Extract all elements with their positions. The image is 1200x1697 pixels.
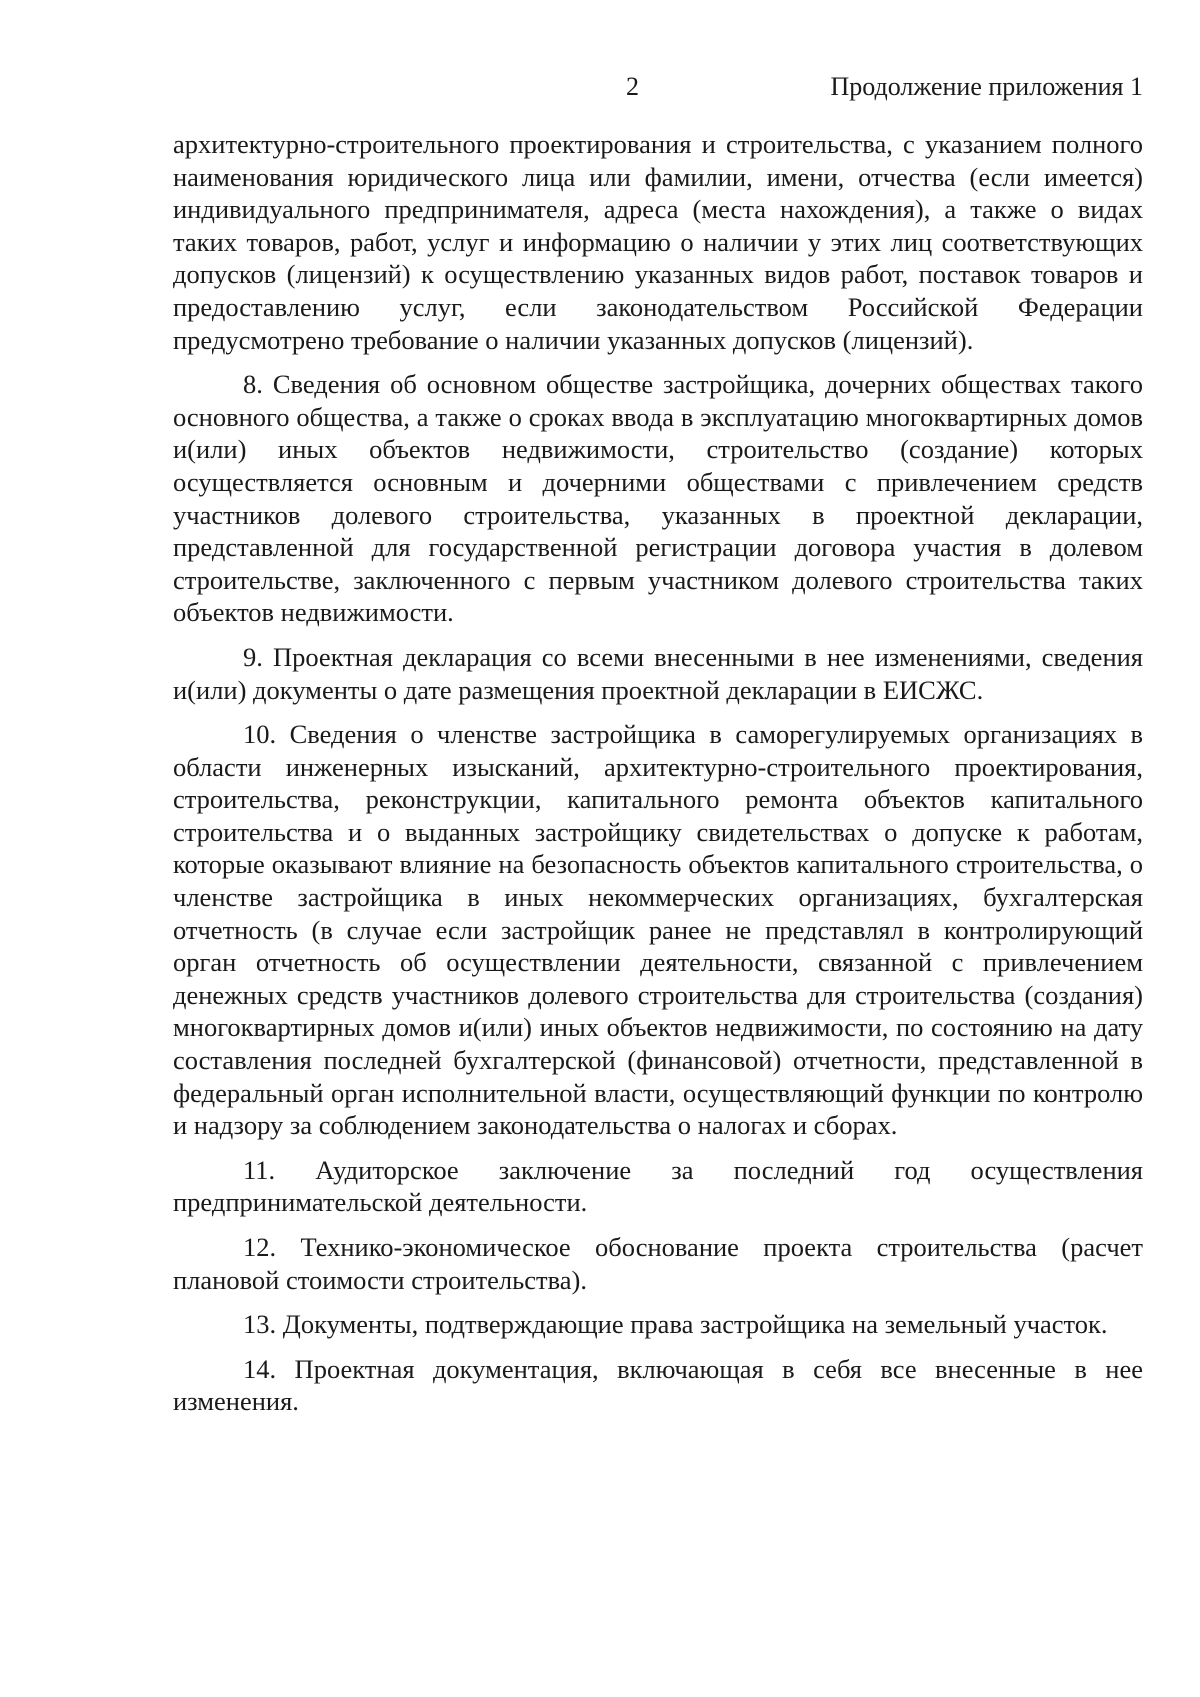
paragraph-continuation: архитектурно-строительного проектирования и строительства, с указанием полного наименования юридического лица или фамилии, имени, отчества (если имеется) индивидуального предпринимателя, адреса (места нахождения), а также о видах таких товаров, работ, услуг и информацию о наличии у этих лиц соответствующих допусков (лицензий) к осуществлению указанных видов работ, поставок товаров и предоставлению услуг, если законодательством Российской Федерации предусмотрено требование о наличии указанных допусков (лицензий). [173,129,1143,355]
paragraph-item-9: 9. Проектная декларация со всеми внесенными в нее изменениями, сведения и(или) документы о дате размещения проектной декларации в ЕИСЖС. [173,641,1143,705]
paragraph-item-10: 10. Сведения о членстве застройщика в саморегулируемых организациях в области инженерных изысканий, архитектурно-строительного проектирования, строительства, реконструкции, капитального ремонта объектов капитального строительства и о выданных застройщику свидетельствах о допуске к работам, которые оказывают влияние на безопасность объектов капитального строительства, о членстве застройщика в иных некоммерческих организациях, бухгалтерская отчетность (в случае если застройщик ранее не представлял в контролирующий орган отчетность об осуществлении деятельности, связанной с привлечением денежных средств участников долевого строительства для строительства (создания) многоквартирных домов и(или) иных объектов недвижимости, по состоянию на дату составления последней бухгалтерской (финансовой) отчетности, представленной в федеральный орган исполнительной власти, осуществляющий функции по контролю и надзору за соблюдением законодательства о налогах и сборах. [173,719,1143,1141]
paragraph-item-11: 11. Аудиторское заключение за последний год осуществления предпринимательской деятельности. [173,1154,1143,1218]
paragraph-item-8: 8. Сведения об основном обществе застройщика, дочерних обществах такого основного общества, а также о сроках ввода в эксплуатацию многоквартирных домов и(или) иных объектов недвижимости, строительство (создание) которых осуществляется основным и дочерними обществами с привлечением средств участников долевого строительства, указанных в проектной декларации, представленной для государственной регистрации договора участия в долевом строительстве, заключенного с первым участником долевого строительства таких объектов недвижимости. [173,369,1143,628]
paragraph-item-13: 13. Документы, подтверждающие права застройщика на земельный участок. [243,1309,1108,1340]
paragraph-item-14: 14. Проектная документация, включающая в себя все внесенные в нее изменения. [173,1353,1143,1417]
page-number: 2 [626,72,639,101]
document-body [173,128,1143,1430]
paragraph-item-12: 12. Технико-экономическое обоснование проекта строительства (расчет плановой стоимости строительства). [173,1232,1143,1295]
running-head: Продолжение приложения 1 [830,72,1143,101]
